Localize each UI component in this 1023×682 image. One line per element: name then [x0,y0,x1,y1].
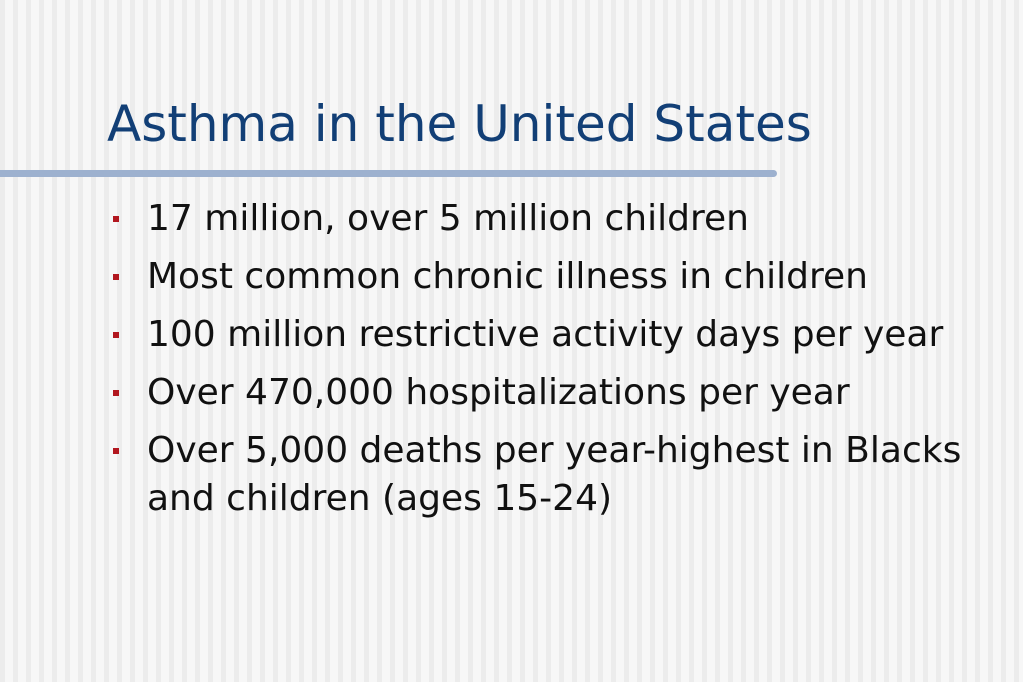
bullet-item [110,311,990,359]
bullet-text: 100 million restrictive activity days per year [147,314,944,355]
slide-title: Asthma in the United States [107,95,812,153]
bullet-text: Over 5,000 deaths per year-highest in Blacks and children (ages 15-24) [147,430,962,519]
title-underline [0,170,777,177]
square-bullet-icon [113,274,119,280]
square-bullet-icon [113,332,119,338]
square-bullet-icon [113,448,119,454]
bullet-text: Most common chronic illness in children [147,256,868,297]
square-bullet-icon [113,390,119,396]
bullet-text: 17 million, over 5 million children [147,198,749,239]
bullet-item [110,427,990,523]
bullet-text: Over 470,000 hospitalizations per year [147,372,850,413]
bullet-item [110,369,990,417]
bullet-item [110,253,990,301]
square-bullet-icon [113,216,119,222]
bullet-item [110,195,990,243]
bullet-list [110,195,990,533]
